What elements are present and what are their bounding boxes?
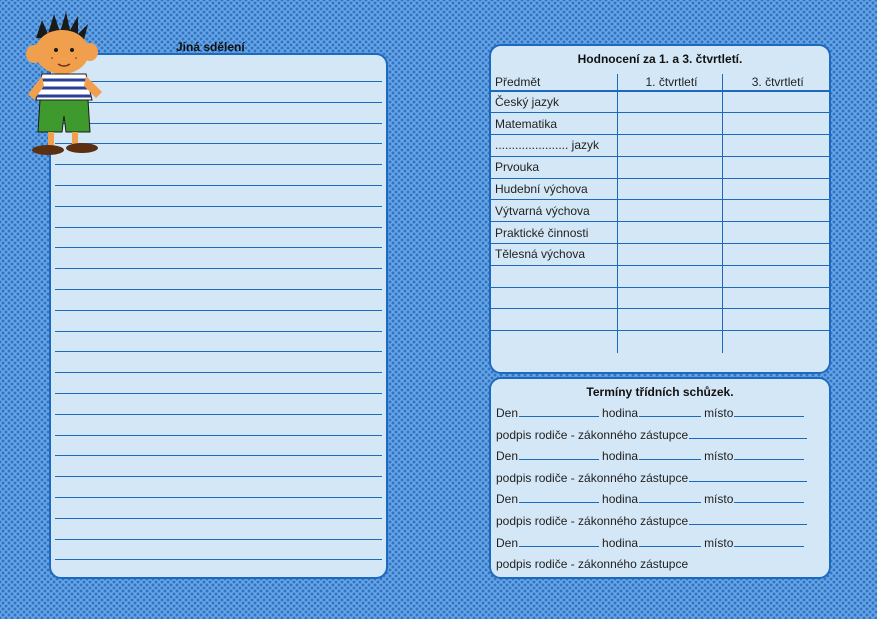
subject-cell (491, 265, 617, 287)
grades-row (491, 265, 829, 287)
hodina-blank[interactable] (639, 405, 701, 417)
grade-q1-cell[interactable] (617, 265, 722, 287)
subject-cell: Matematika (491, 113, 617, 135)
grades-title: Hodnocení za 1. a 3. čtvrtletí. (577, 52, 743, 66)
grades-body (491, 91, 829, 353)
den-label: Den (496, 535, 519, 550)
notes-line[interactable] (55, 497, 382, 498)
meeting-date-row (496, 448, 807, 464)
grades-table (491, 74, 829, 353)
notes-line[interactable] (55, 435, 382, 436)
den-blank[interactable] (519, 491, 599, 503)
subject-cell: Výtvarná výchova (491, 200, 617, 222)
subject-cell: Tělesná výchova (491, 244, 617, 266)
notes-line[interactable] (55, 476, 382, 477)
meeting-signature-row (496, 470, 810, 486)
den-blank[interactable] (519, 535, 599, 547)
misto-blank[interactable] (734, 535, 804, 547)
grades-row (491, 309, 829, 331)
signature-blank[interactable] (689, 427, 807, 439)
meetings-title: Termíny třídních schůzek. (586, 385, 734, 399)
meeting-date-row (496, 535, 807, 551)
notes-line[interactable] (55, 393, 382, 394)
grade-q1-cell[interactable] (617, 244, 722, 266)
grade-q1-cell[interactable] (617, 156, 722, 178)
notes-line[interactable] (55, 455, 382, 456)
notes-line[interactable] (55, 289, 382, 290)
grades-row (491, 156, 829, 178)
misto-blank[interactable] (734, 405, 804, 417)
grade-q3-cell[interactable] (722, 309, 829, 331)
subject-cell (491, 287, 617, 309)
header-q3: 3. čtvrtletí (722, 74, 829, 91)
grade-q3-cell[interactable] (722, 200, 829, 222)
grades-row (491, 113, 829, 135)
grade-q1-cell[interactable] (617, 222, 722, 244)
notes-line[interactable] (55, 331, 382, 332)
hodina-label: hodina (602, 449, 639, 464)
den-label: Den (496, 492, 519, 507)
grade-q1-cell[interactable] (617, 287, 722, 309)
meeting-signature-row (496, 556, 692, 572)
grades-row (491, 244, 829, 266)
signature-label: podpis rodiče - zákonného zástupce (496, 514, 689, 528)
misto-label: místo (704, 492, 734, 507)
notes-line[interactable] (55, 539, 382, 540)
signature-blank[interactable] (689, 513, 807, 525)
notes-line[interactable] (55, 351, 382, 352)
subject-cell (491, 309, 617, 331)
hodina-label: hodina (602, 406, 639, 420)
den-label: Den (496, 449, 519, 464)
subject-cell: Hudební výchova (491, 178, 617, 200)
hodina-blank[interactable] (639, 491, 701, 503)
signature-label: podpis rodiče - zákonného zástupce (496, 427, 689, 442)
misto-label: místo (704, 535, 734, 550)
grade-q3-cell[interactable] (722, 178, 829, 200)
notes-line[interactable] (55, 310, 382, 311)
grade-q3-cell[interactable] (722, 156, 829, 178)
signature-label: podpis rodiče - zákonného zástupce (496, 557, 689, 572)
grade-q1-cell[interactable] (617, 91, 722, 113)
signature-label: podpis rodiče - zákonného zástupce (496, 470, 689, 485)
notes-line[interactable] (55, 227, 382, 228)
signature-blank[interactable] (689, 470, 807, 482)
subject-cell: Český jazyk (491, 91, 617, 113)
grade-q1-cell[interactable] (617, 178, 722, 200)
den-blank[interactable] (519, 405, 599, 417)
misto-blank[interactable] (734, 448, 804, 460)
grade-q1-cell[interactable] (617, 135, 722, 157)
meetings-panel (489, 377, 831, 579)
grades-header-row (491, 74, 829, 91)
notes-line[interactable] (55, 372, 382, 373)
grades-row (491, 135, 829, 157)
misto-blank[interactable] (734, 491, 804, 503)
grade-q1-cell[interactable] (617, 309, 722, 331)
notes-line[interactable] (55, 414, 382, 415)
meeting-date-row (496, 405, 807, 421)
header-subject: Předmět (491, 74, 617, 91)
grades-row (491, 178, 829, 200)
grade-q1-cell[interactable] (617, 200, 722, 222)
grade-q3-cell[interactable] (722, 222, 829, 244)
grades-panel (489, 44, 831, 374)
notes-title: Jiná sdělení (176, 40, 245, 54)
grade-q3-cell[interactable] (722, 331, 829, 353)
subject-cell (491, 331, 617, 353)
grades-row (491, 287, 829, 309)
subject-cell: Prvouka (491, 156, 617, 178)
grade-q3-cell[interactable] (722, 113, 829, 135)
den-label: Den (496, 406, 519, 420)
hodina-label: hodina (602, 492, 639, 507)
hodina-blank[interactable] (639, 535, 701, 547)
grade-q3-cell[interactable] (722, 287, 829, 309)
subject-cell: ...................... jazyk (491, 135, 617, 157)
grade-q1-cell[interactable] (617, 331, 722, 353)
grades-row (491, 91, 829, 113)
hodina-label: hodina (602, 535, 639, 550)
notes-line[interactable] (55, 518, 382, 519)
grade-q3-cell[interactable] (722, 91, 829, 113)
grades-row (491, 222, 829, 244)
misto-label: místo (704, 449, 734, 464)
notes-line[interactable] (55, 268, 382, 269)
header-q1: 1. čtvrtletí (617, 74, 722, 91)
meeting-date-row (496, 491, 807, 507)
hodina-blank[interactable] (639, 448, 701, 460)
boy-illustration (14, 8, 114, 163)
grades-row (491, 200, 829, 222)
den-blank[interactable] (519, 448, 599, 460)
notes-line[interactable] (55, 164, 382, 165)
notes-line[interactable] (55, 185, 382, 186)
notes-line[interactable] (55, 206, 382, 207)
meeting-signature-row (496, 513, 810, 529)
subject-cell: Praktické činnosti (491, 222, 617, 244)
grade-q3-cell[interactable] (722, 265, 829, 287)
notes-line[interactable] (55, 559, 382, 560)
notes-line[interactable] (55, 247, 382, 248)
grade-q3-cell[interactable] (722, 244, 829, 266)
misto-label: místo (704, 406, 734, 420)
grade-q1-cell[interactable] (617, 113, 722, 135)
grade-q3-cell[interactable] (722, 135, 829, 157)
grades-row (491, 331, 829, 353)
meeting-signature-row (496, 427, 810, 443)
